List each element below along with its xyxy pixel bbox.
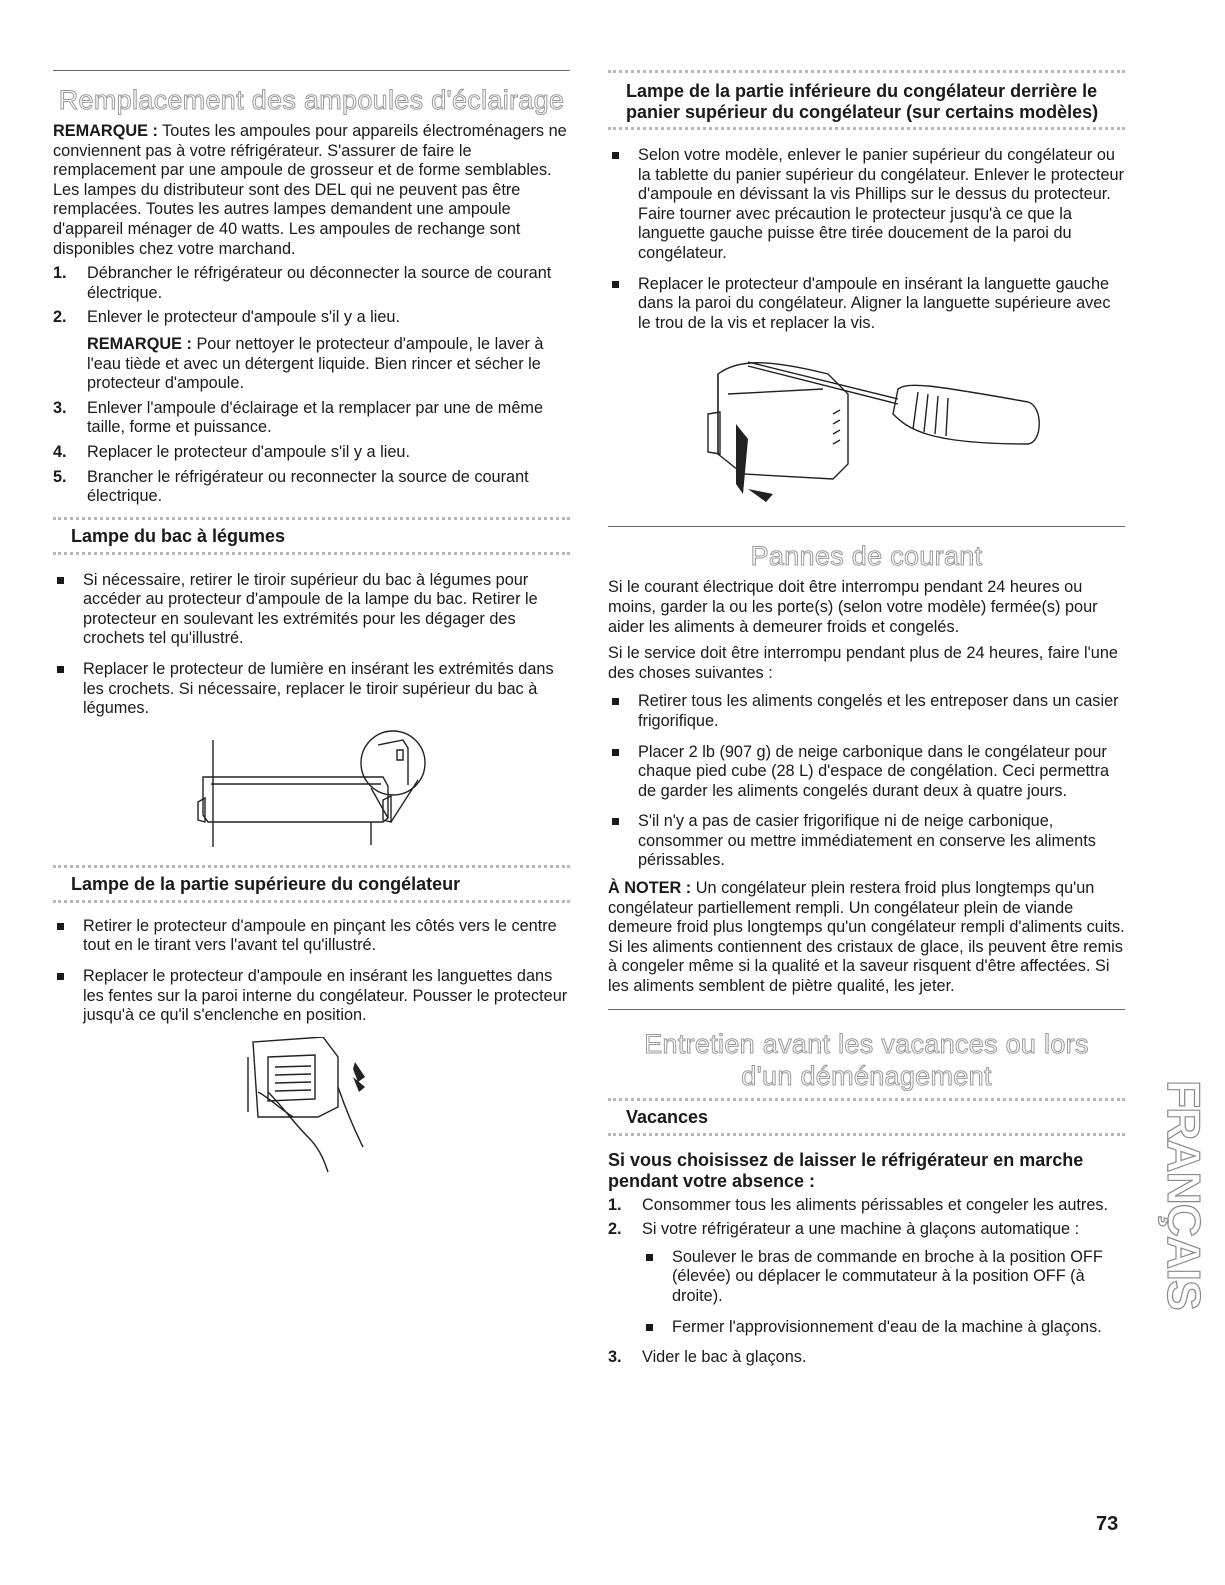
vacation-bold-heading: Si vous choisissez de laisser le réfrigérateur en marche pendant votre absence : — [608, 1149, 1084, 1191]
step-note — [87, 335, 570, 394]
step-item — [53, 399, 570, 438]
power-paragraph-2: Si le service doit être interrompu pendant plus de 24 heures, faire l'une des choses suivantes : — [608, 644, 1118, 682]
step-number: 3. — [53, 398, 67, 417]
section-heading-vacation — [608, 1028, 1125, 1092]
bullet-item: Si nécessaire, retirer le tiroir supérieur du bac à légumes pour accéder au protecteur d'ampoule de la lampe du bac. Retirer le protecteur en soulevant les extrémités pour les dégager des crochets tel qu'illustré. — [53, 571, 570, 649]
freezer-bottom-illustration — [608, 344, 1125, 514]
step-number: 1. — [53, 264, 67, 283]
subheading-vacances: Vacances — [626, 1106, 709, 1127]
section-heading-bulbs: Remplacement des ampoules d'éclairage — [58, 85, 565, 115]
step-text: Débrancher le réfrigérateur ou déconnecter la source de courant électrique. — [87, 264, 552, 302]
vacation-sub-bullets — [642, 1248, 1125, 1337]
left-column — [53, 70, 570, 1177]
vacation-steps — [608, 1196, 1125, 1368]
step-item — [53, 443, 570, 463]
step-item — [608, 1348, 1125, 1368]
note-label: REMARQUE : — [53, 122, 158, 140]
note-label: REMARQUE : — [87, 334, 192, 353]
heading-line: Entretien avant les vacances ou lors — [644, 1028, 1089, 1059]
step-item — [608, 1196, 1125, 1216]
step-item — [608, 1220, 1125, 1337]
power-note — [608, 879, 1125, 997]
note-paragraph — [53, 122, 570, 259]
step-text: Consommer tous les aliments périssables et congeler les autres. — [642, 1195, 1109, 1214]
bullet-item: Replacer le protecteur d'ampoule en insérant la languette gauche dans la paroi du congélateur. Aligner la languette supérieure avec le trou de la vis et replacer la vis. — [608, 275, 1125, 334]
step-item — [53, 468, 570, 507]
note-text: Toutes les ampoules pour appareils électroménagers ne conviennent pas à votre réfrigérateur. S'assurer de faire le remplacement par une ampoule de grosseur et de forme semblables. Les lampes du distributeur sont des DEL qui ne peuvent pas être remplacées. Toutes les autres lampes demandent une ampoule d'appareil ménager de 40 watts. Les ampoules de rechange sont disponibles chez votre marchand. — [53, 122, 567, 258]
step-item — [53, 308, 570, 393]
step-number: 3. — [608, 1348, 622, 1367]
crisper-bullets — [53, 571, 570, 719]
note-label: À NOTER : — [608, 879, 692, 898]
subheading-freezer-top: Lampe de la partie supérieure du congélateur — [71, 873, 461, 894]
divider — [53, 552, 570, 555]
bullet-item: Soulever le bras de commande en broche à la position OFF (élevée) ou déplacer le commutateur à la position OFF (à droite). — [642, 1248, 1125, 1307]
crisper-cover-drawing — [53, 730, 570, 855]
side-language-tab — [1150, 1075, 1210, 1345]
power-paragraph-1: Si le courant électrique doit être interrompu pendant 24 heures ou moins, garder la ou les porte(s) (selon votre modèle) fermée(s) pour aider les aliments à demeurer froids et congelés. — [608, 578, 1098, 636]
power-bullets — [608, 692, 1125, 871]
divider — [608, 526, 1125, 527]
step-number: 5. — [53, 467, 67, 486]
note-text: Pour nettoyer le protecteur d'ampoule, le laver à l'eau tiède et avec un détergent liquide. Bien rincer et sécher le protecteur d'ampoule. — [87, 334, 544, 393]
subheading-freezer-bottom: Lampe de la partie inférieure du congélateur derrière le panier supérieur du congélateur (sur certains modèles) — [626, 81, 1099, 122]
step-number: 1. — [608, 1195, 622, 1214]
crisper-light-illustration — [53, 730, 570, 855]
screwdriver-cover-drawing — [608, 344, 1125, 514]
divider — [608, 127, 1125, 130]
freezer-bottom-bullets — [608, 146, 1125, 333]
step-text: Enlever l'ampoule d'éclairage et la remplacer par une de même taille, forme et puissance. — [87, 398, 544, 437]
note-text: Un congélateur plein restera froid plus longtemps qu'un congélateur partiellement rempli. Un congélateur plein de viande demeure froid plus longtemps qu'un congélateur rempli d'aliments cuits. Si les aliments contiennent des cristaux de glace, ils peuvent être remis à congeler même si la qualité et la saveur risquent d'être affectées. Si les aliments semblent de piètre qualité, les jeter. — [608, 879, 1125, 996]
divider — [608, 1009, 1125, 1010]
step-number: 2. — [608, 1220, 622, 1239]
section-heading-power: Pannes de courant — [750, 541, 983, 572]
bullet-item: Replacer le protecteur de lumière en insérant les extrémités dans les crochets. Si nécessaire, replacer le tiroir supérieur du bac à légumes. — [53, 660, 570, 719]
bullet-item: S'il n'y a pas de casier frigorifique ni de neige carbonique, consommer ou mettre immédiatement en conserve les aliments périssables. — [608, 812, 1125, 871]
step-number: 2. — [53, 308, 67, 327]
step-text: Replacer le protecteur d'ampoule s'il y a lieu. — [87, 442, 410, 461]
step-text: Si votre réfrigérateur a une machine à glaçons automatique : — [642, 1220, 1080, 1239]
right-column — [608, 70, 1125, 1373]
step-text: Brancher le réfrigérateur ou reconnecter la source de courant électrique. — [87, 467, 529, 506]
bullet-item: Placer 2 lb (907 g) de neige carbonique dans le congélateur pour chaque pied cube (28 L) d'espace de congélation. Ceci permettra de garder les aliments congelés durant deux à quatre jours. — [608, 743, 1125, 802]
bulb-steps — [53, 264, 570, 507]
divider — [53, 70, 570, 71]
side-tab-text: FRANÇAIS — [1158, 1080, 1210, 1310]
freezer-top-illustration — [53, 1037, 570, 1177]
divider — [608, 1133, 1125, 1136]
step-number: 4. — [53, 442, 67, 461]
bullet-item: Replacer le protecteur d'ampoule en insérant les languettes dans les fentes sur la paroi interne du congélateur. Pousser le protecteur jusqu'à ce qu'il s'enclenche en position. — [53, 967, 570, 1026]
subheading-crisper: Lampe du bac à légumes — [71, 525, 286, 546]
bullet-item: Fermer l'approvisionnement d'eau de la machine à glaçons. — [642, 1318, 1125, 1338]
freezer-cover-hand-drawing — [53, 1037, 570, 1177]
heading-line: d'un déménagement — [741, 1060, 992, 1091]
page-number: 73 — [1096, 1513, 1119, 1535]
step-item — [53, 264, 570, 303]
bullet-item: Retirer le protecteur d'ampoule en pinçant les côtés vers le centre tout en le tirant vers l'avant tel qu'illustré. — [53, 917, 570, 956]
step-text: Enlever le protecteur d'ampoule s'il y a lieu. — [87, 308, 401, 327]
step-text: Vider le bac à glaçons. — [642, 1348, 807, 1367]
bullet-item: Selon votre modèle, enlever le panier supérieur du congélateur ou la tablette du panier supérieur du congélateur. Enlever le protecteur d'ampoule en dévissant la vis Phillips sur le dessus du protecteur. Faire tourner avec précaution le protecteur jusqu'à ce que la languette gauche puisse être tirée doucement de la paroi du congélateur. — [608, 146, 1125, 264]
freezer-top-bullets — [53, 917, 570, 1026]
bullet-item: Retirer tous les aliments congelés et les entreposer dans un casier frigorifique. — [608, 692, 1125, 731]
divider — [53, 900, 570, 903]
